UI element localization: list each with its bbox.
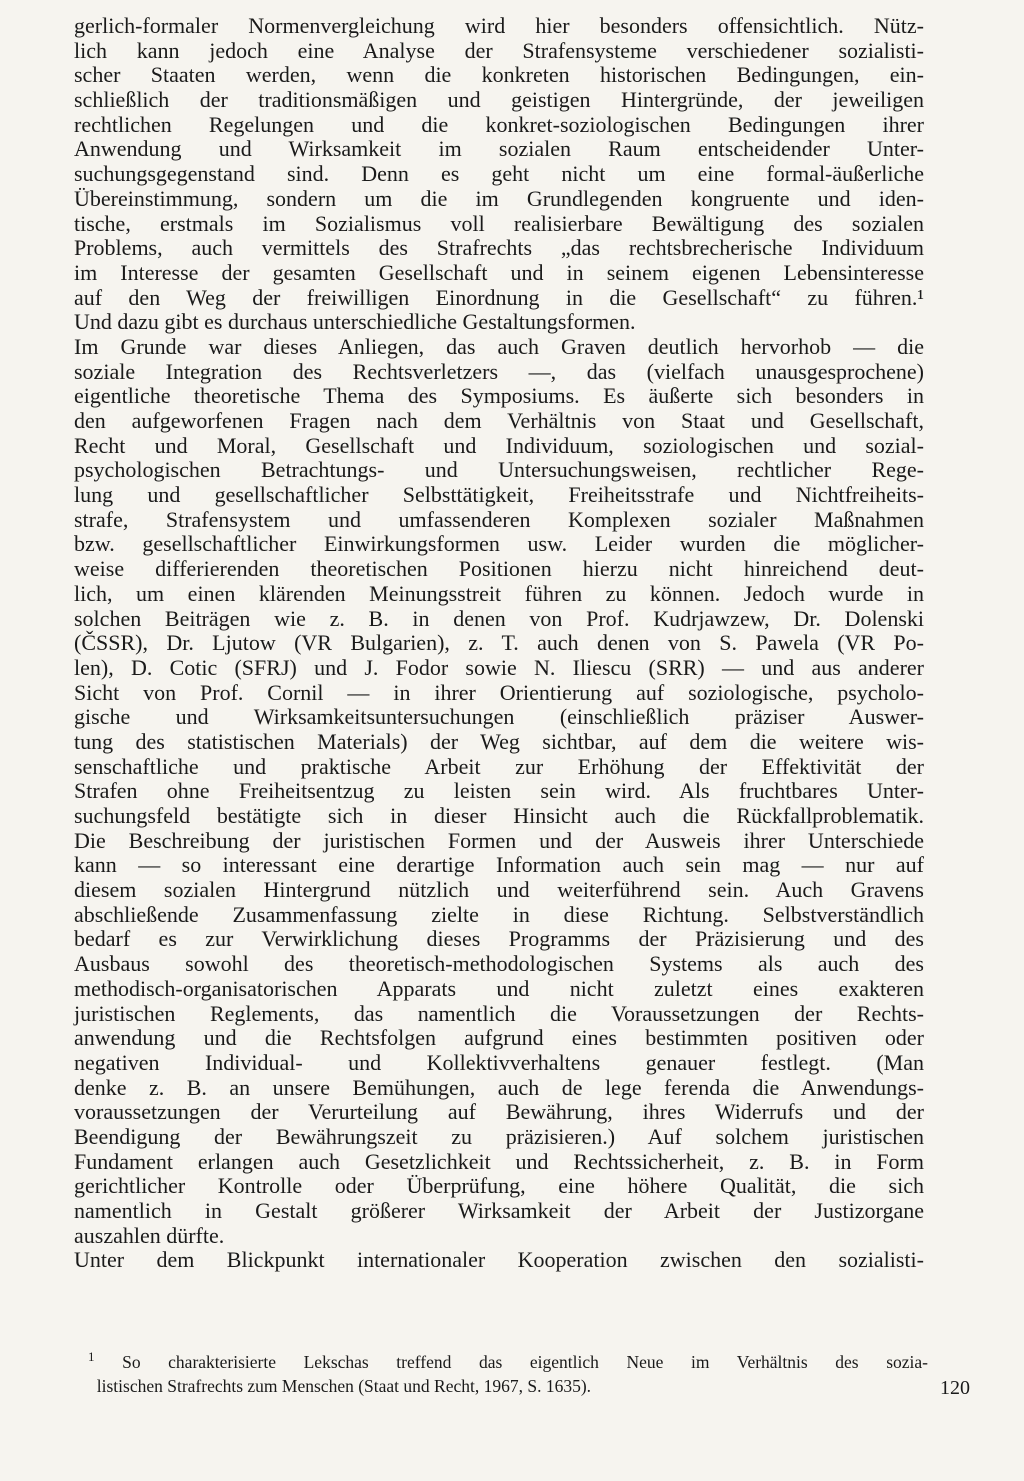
text-line: tische, erstmals im Sozialismus voll realisierbare Bewältigung des sozialen bbox=[74, 210, 924, 236]
footnote-text: So charakterisierte Lekschas treffend das eigentlich Neue im Verhältnis des sozia- bbox=[122, 1352, 928, 1372]
text-line: im Interesse der gesamten Gesellschaft und in seinem eigenen Lebensinteresse bbox=[74, 259, 924, 285]
text-line: len), D. Cotic (SFRJ) und J. Fodor sowie N. Iliescu (SRR) — und aus anderer bbox=[74, 654, 924, 680]
text-line: lich, um einen klärenden Meinungsstreit führen zu können. Jedoch wurde in bbox=[74, 580, 924, 606]
text-line: weise differierenden theoretischen Positionen hierzu nicht hinreichend deut- bbox=[74, 556, 924, 582]
text-line: schließlich der traditionsmäßigen und geistigen Hintergründe, der jeweiligen bbox=[74, 87, 924, 113]
text-line: Unter dem Blickpunkt internationaler Kooperation zwischen den sozialisti- bbox=[74, 1247, 924, 1273]
text-line: scher Staaten werden, wenn die konkreten historischen Bedingungen, ein- bbox=[74, 62, 924, 88]
footnote-marker: 1 bbox=[88, 1349, 95, 1365]
text-line: Strafen ohne Freiheitsentzug zu leisten sein wird. Als fruchtbares Unter- bbox=[74, 778, 924, 804]
text-line: Problems, auch vermittels des Strafrechts „das rechtsbrecherische Individuum bbox=[74, 235, 924, 261]
text-line: auszahlen dürfte. bbox=[74, 1222, 225, 1248]
text-line: bedarf es zur Verwirklichung dieses Programms der Präzisierung und des bbox=[74, 926, 924, 952]
text-line: Im Grunde war dieses Anliegen, das auch Graven deutlich hervorhob — die bbox=[74, 333, 924, 359]
text-line: Die Beschreibung der juristischen Formen und der Ausweis ihrer Unterschiede bbox=[74, 827, 924, 853]
text-line: Recht und Moral, Gesellschaft und Individuum, soziologischen und sozial- bbox=[74, 432, 924, 458]
text-line: kann — so interessant eine derartige Information auch sein mag — nur auf bbox=[74, 852, 924, 878]
text-line: namentlich in Gestalt größerer Wirksamkeit der Arbeit der Justizorgane bbox=[74, 1198, 924, 1223]
text-line: rechtlichen Regelungen und die konkret-soziologischen Bedingungen ihrer bbox=[74, 111, 924, 137]
text-line: suchungsgegenstand sind. Denn es geht nicht um eine formal-äußerliche bbox=[74, 161, 924, 187]
text-line: juristischen Reglements, das namentlich die Voraussetzungen der Rechts- bbox=[74, 1000, 924, 1026]
text-line: strafe, Strafensystem und umfassenderen Komplexen sozialer Maßnahmen bbox=[74, 506, 924, 532]
text-line: suchungsfeld bestätigte sich in dieser Hinsicht auch die Rückfallproblematik. bbox=[74, 803, 924, 828]
footnote-line bbox=[88, 1350, 928, 1374]
text-line: eigentliche theoretische Thema des Symposiums. Es äußerte sich besonders in bbox=[74, 383, 924, 409]
text-line: psychologischen Betrachtungs- und Untersuchungsweisen, rechtlicher Rege- bbox=[74, 457, 924, 483]
text-line: diesem sozialen Hintergrund nützlich und weiterführend sein. Auch Gravens bbox=[74, 877, 924, 903]
text-line: bzw. gesellschaftlicher Einwirkungsformen usw. Leider wurden die möglicher- bbox=[74, 531, 924, 557]
text-line: Beendigung der Bewährungszeit zu präzisieren.) Auf solchem juristischen bbox=[74, 1123, 924, 1149]
text-line: gerlich-formaler Normenvergleichung wird hier besonders offensichtlich. Nütz- bbox=[74, 13, 924, 38]
page-number: 120 bbox=[940, 1377, 970, 1399]
text-line: tung des statistischen Materials) der Weg sichtbar, auf dem die weitere wis- bbox=[74, 728, 924, 754]
text-line: auf den Weg der freiwilligen Einordnung in die Gesellschaft“ zu führen.¹ bbox=[74, 284, 924, 310]
text-line: Anwendung und Wirksamkeit im sozialen Raum entscheidender Unter- bbox=[74, 136, 924, 162]
text-line: senschaftliche und praktische Arbeit zur Erhöhung der Effektivität der bbox=[74, 753, 924, 779]
text-line: den aufgeworfenen Fragen nach dem Verhältnis von Staat und Gesellschaft, bbox=[74, 408, 924, 433]
footnote bbox=[88, 1350, 928, 1398]
text-line: gerichtlicher Kontrolle oder Überprüfung, eine höhere Qualität, die sich bbox=[74, 1173, 924, 1199]
text-line: anwendung und die Rechtsfolgen aufgrund eines bestimmten positiven oder bbox=[74, 1025, 924, 1051]
footnote-line bbox=[88, 1374, 928, 1398]
text-line: solchen Beiträgen wie z. B. in denen von Prof. Kudrjawzew, Dr. Dolenski bbox=[74, 605, 924, 631]
text-line: Ausbaus sowohl des theoretisch-methodologischen Systems als auch des bbox=[74, 951, 924, 977]
footnote-text: listischen Strafrechts zum Menschen (Staat und Recht, 1967, S. 1635). bbox=[96, 1376, 592, 1396]
text-line: Und dazu gibt es durchaus unterschiedliche Gestaltungsformen. bbox=[74, 309, 636, 335]
text-line: soziale Integration des Rechtsverletzers —, das (vielfach unausgesprochene) bbox=[74, 358, 924, 384]
text-line: denke z. B. an unsere Bemühungen, auch de lege ferenda die Anwendungs- bbox=[74, 1074, 924, 1100]
text-line: methodisch-organisatorischen Apparats und nicht zuletzt eines exakteren bbox=[74, 975, 924, 1001]
text-line: voraussetzungen der Verurteilung auf Bewährung, ihres Widerrufs und der bbox=[74, 1099, 924, 1125]
text-line: Fundament erlangen auch Gesetzlichkeit und Rechtssicherheit, z. B. in Form bbox=[74, 1148, 924, 1174]
text-line: negativen Individual- und Kollektivverhaltens genauer festlegt. (Man bbox=[74, 1049, 924, 1075]
body-text bbox=[74, 14, 924, 1273]
text-line: gische und Wirksamkeitsuntersuchungen (einschließlich präziser Auswer- bbox=[74, 704, 924, 730]
text-line: lich kann jedoch eine Analyse der Strafensysteme verschiedener sozialisti- bbox=[74, 37, 924, 63]
text-line: lung und gesellschaftlicher Selbsttätigkeit, Freiheitsstrafe und Nichtfreiheits- bbox=[74, 482, 924, 508]
text-line: Übereinstimmung, sondern um die im Grundlegenden kongruente und iden- bbox=[74, 185, 924, 211]
text-line: (ČSSR), Dr. Ljutow (VR Bulgarien), z. T. auch denen von S. Pawela (VR Po- bbox=[74, 630, 924, 656]
text-line: Sicht von Prof. Cornil — in ihrer Orientierung auf soziologische, psycholo- bbox=[74, 679, 924, 705]
text-line: abschließende Zusammenfassung zielte in diese Richtung. Selbstverständlich bbox=[74, 901, 924, 927]
